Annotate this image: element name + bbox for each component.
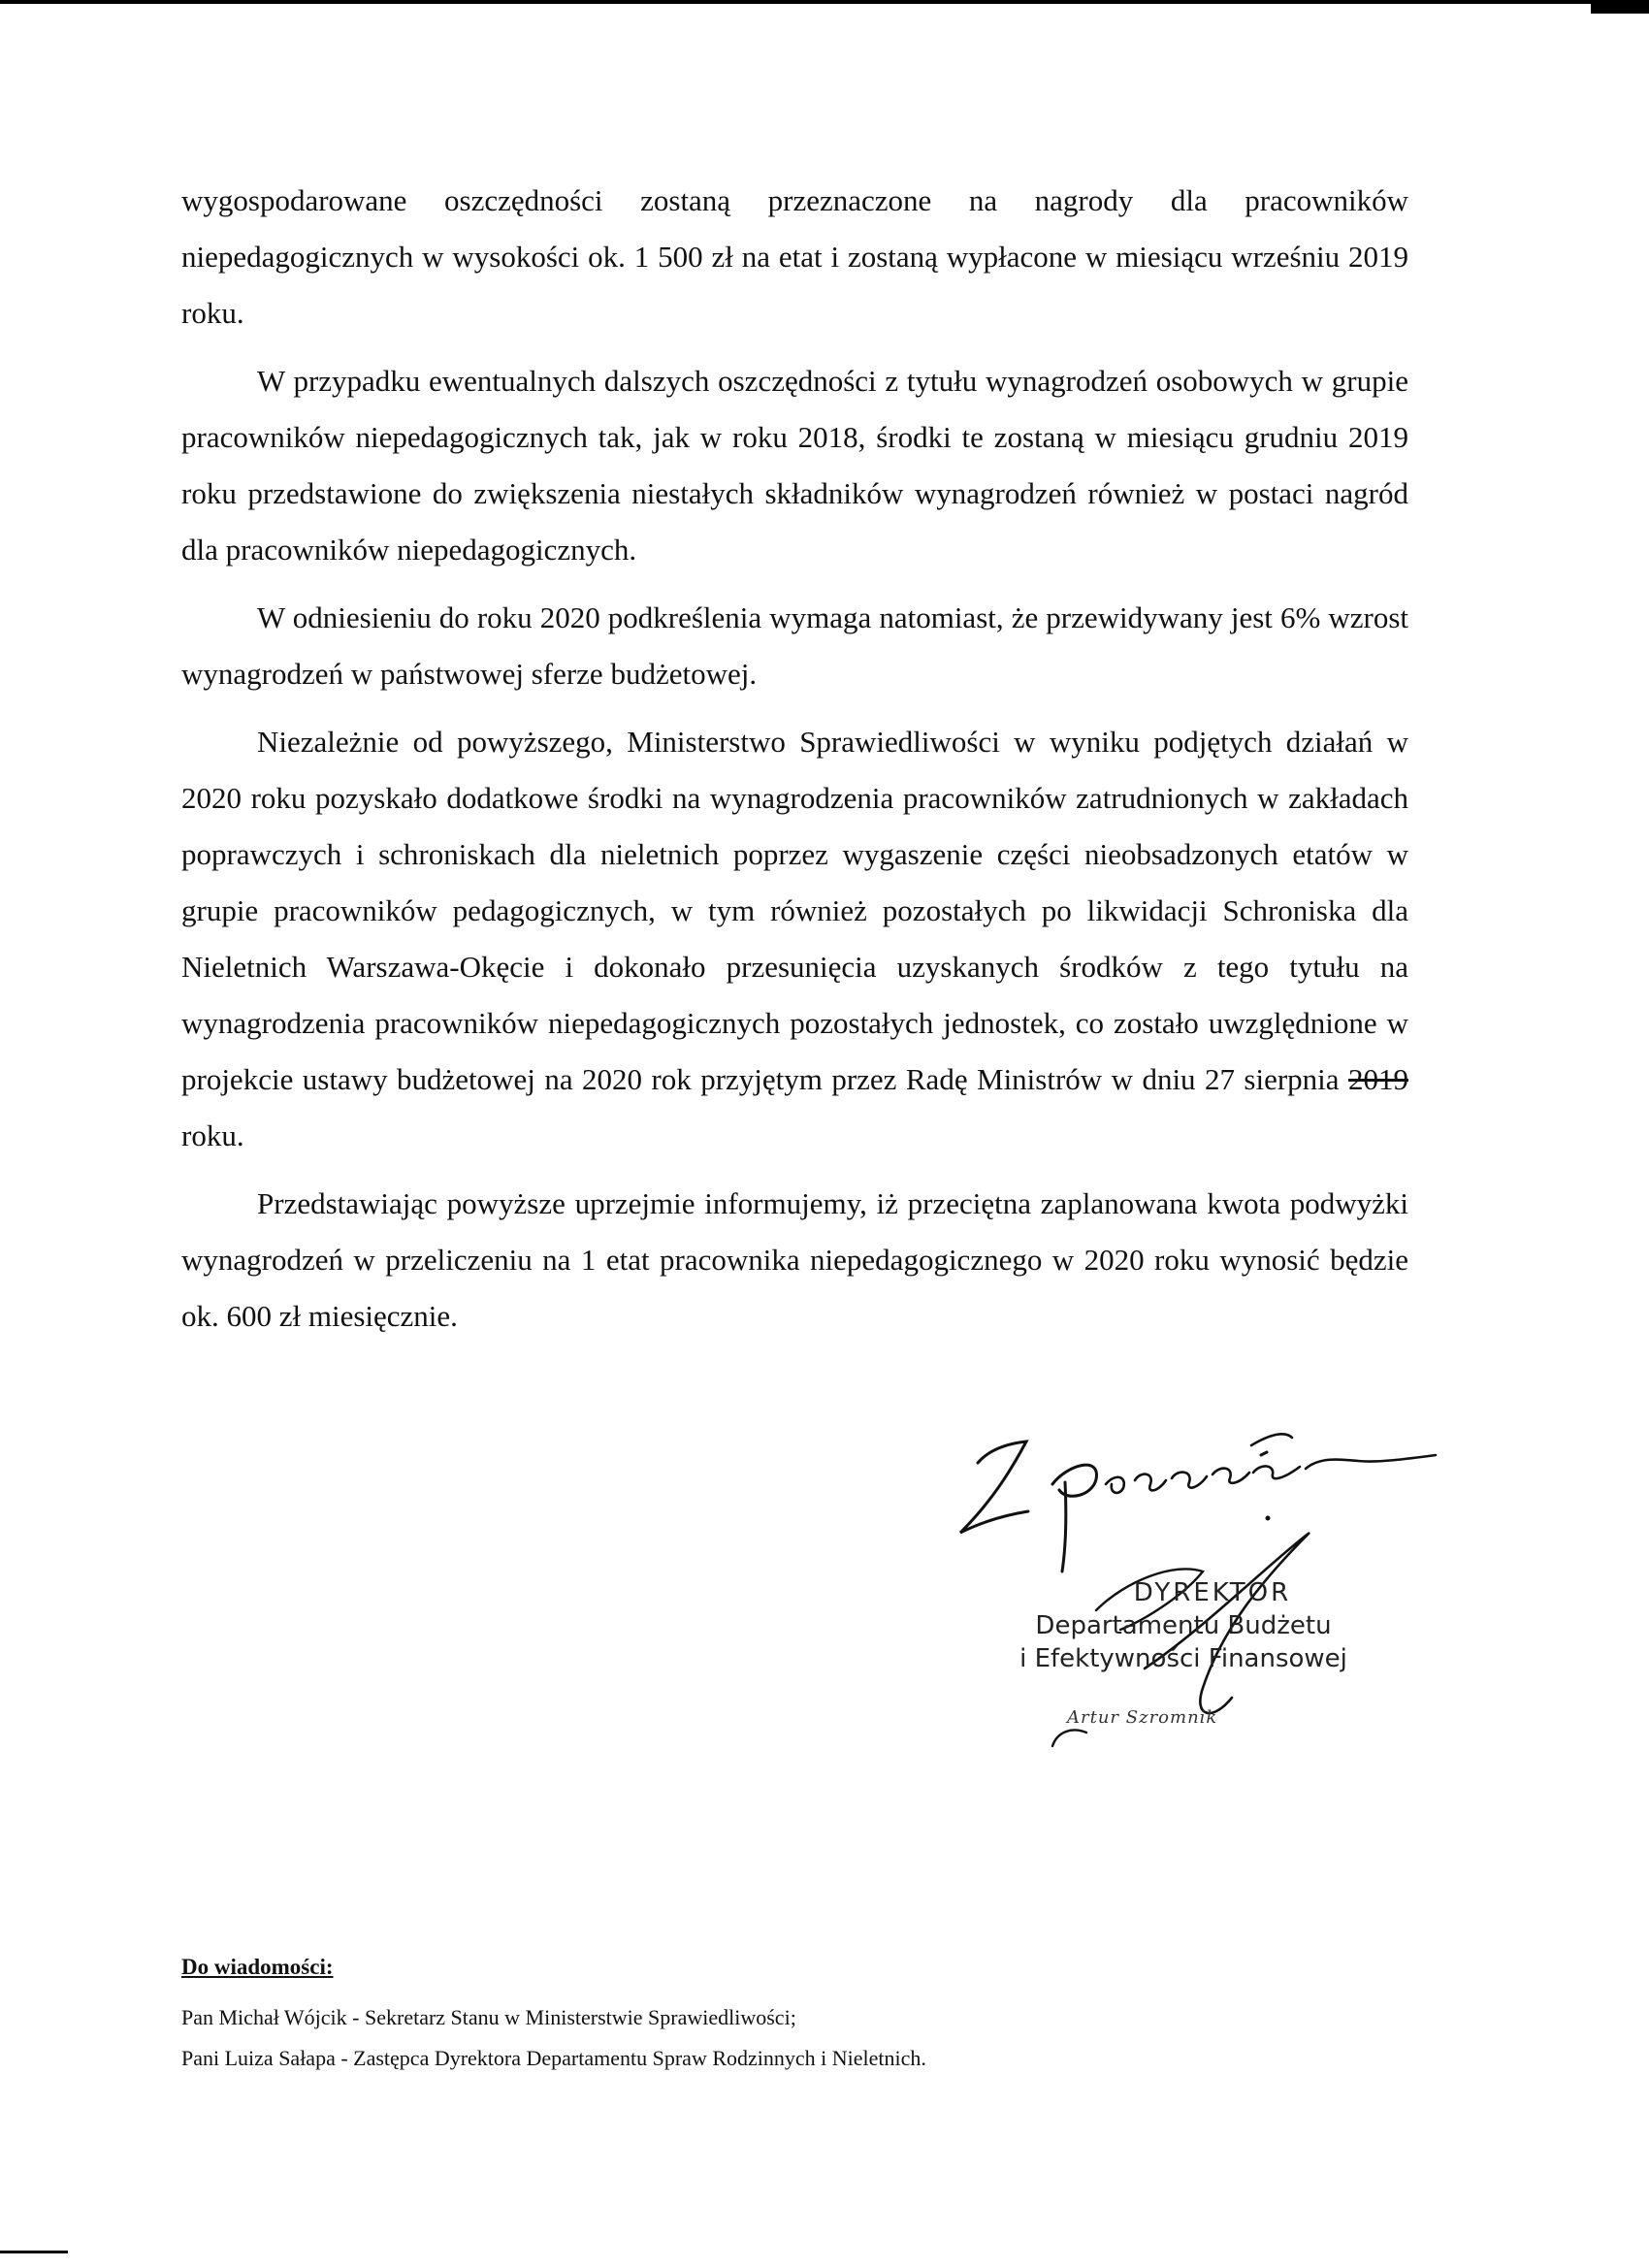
letter-body — [181, 173, 1408, 1356]
stamp-name: Artur Szromnik — [1067, 1707, 1218, 1728]
paragraph-4-end: roku. — [181, 1118, 244, 1152]
cc-recipient-2: Pani Luiza Sałapa - Zastępca Dyrektora Departamentu Spraw Rodzinnych i Nieletnich. — [181, 2046, 926, 2070]
scan-top-edge — [0, 0, 1649, 4]
cc-recipient-1: Pan Michał Wójcik - Sekretarz Stanu w Ministerstwie Sprawiedliwości; — [181, 2005, 796, 2029]
paragraph-3: W odniesieniu do roku 2020 podkreślenia wymaga natomiast, że przewidywany jest 6% wzrost wynagrodzeń w państwowej sferze budżetowej. — [181, 600, 1408, 691]
paragraph-2: W przypadku ewentualnych dalszych oszczędności z tytułu wynagrodzeń osobowych w grupie pracowników niepedagogicznych tak, jak w roku 2018, środki te zostaną w miesiącu grudniu 2019 roku przedstawione do zwiększenia niestałych składników wynagrodzeń również w postaci nagród dla pracowników niepedagogicznych. — [181, 364, 1408, 567]
stamp-department: Departamentu Budżetu — [1035, 1611, 1332, 1640]
handwritten-signature — [951, 1387, 1455, 1756]
paragraph-1: wygospodarowane oszczędności zostaną przeznaczone na nagrody dla pracowników niepedagogicznych w wysokości ok. 1 500 zł na etat i zostaną wypłacone w miesiącu wrześniu 2019 roku. — [181, 183, 1408, 330]
signature-block — [951, 1387, 1455, 1756]
paragraph-4 — [181, 714, 1408, 1164]
official-stamp — [989, 1576, 1377, 1675]
stamp-department-2: i Efektywności Finansowej — [1019, 1644, 1347, 1673]
stamp-title: DYREKTOR — [1133, 1578, 1292, 1607]
scan-margin-mark — [0, 2251, 68, 2253]
struck-year: 2019 — [1348, 1062, 1408, 1096]
cc-section — [181, 1955, 1442, 2079]
scan-corner-mark — [1591, 0, 1649, 14]
paragraph-5: Przedstawiając powyższe uprzejmie informujemy, iż przeciętna zaplanowana kwota podwyżki wynagrodzeń w przeliczeniu na 1 etat pracownika niepedagogicznego w 2020 roku wynosić będzie ok. 600 zł miesięcznie. — [181, 1186, 1408, 1333]
paragraph-4-text: Niezależnie od powyższego, Ministerstwo Sprawiedliwości w wyniku podjętych działań w 2020 roku pozyskało dodatkowe środki na wynagrodzenia pracowników zatrudnionych w zakładach poprawczych i schroniskach dla nieletnich poprzez wygaszenie części nieobsadzonych etatów w grupie pracowników pedagogicznych, w tym również pozostałych po likwidacji Schroniska dla Nieletnich Warszawa-Okęcie i dokonało przesunięcia uzyskanych środków z tego tytułu na wynagrodzenia pracowników niepedagogicznych pozostałych jednostek, co zostało uwzględnione w projekcie ustawy budżetowej na 2020 rok przyjętym przez Radę Ministrów w dniu 27 sierpnia — [181, 725, 1408, 1096]
cc-title: Do wiadomości: — [181, 1955, 334, 1979]
